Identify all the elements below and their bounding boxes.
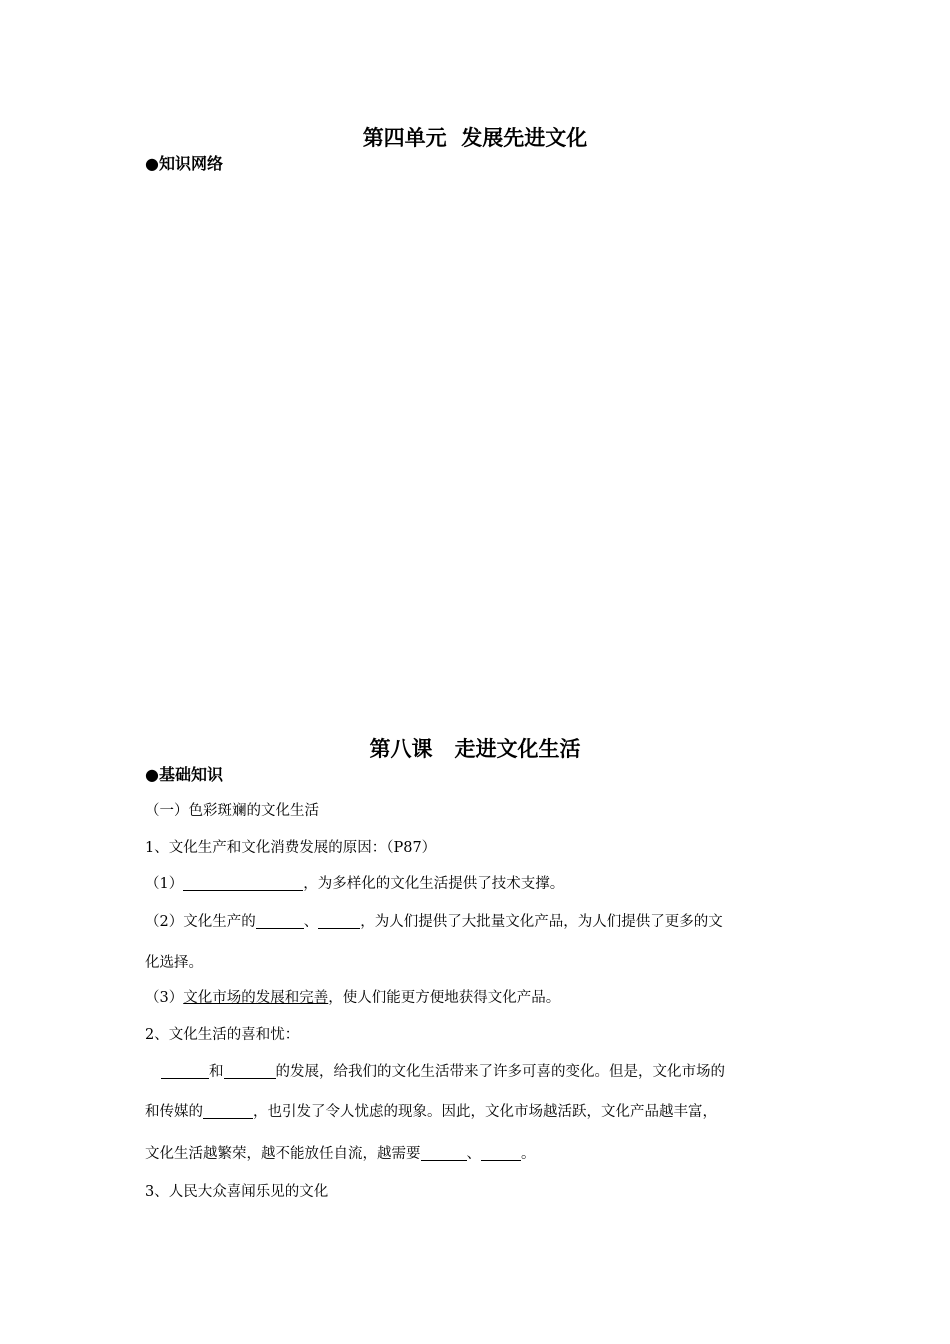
item-1-title: 1、文化生产和文化消费发展的原因：（P87） (145, 840, 437, 856)
sub-2-suffix: ，为人们提供了大批量文化产品，为人们提供了更多的文 (360, 914, 723, 930)
lesson-title: 第八课 走进文化生活 (369, 737, 581, 761)
item-1-sub-3 (145, 986, 810, 1007)
section-heading: （一）色彩斑斓的文化生活 (145, 803, 319, 819)
unit-title: 第四单元 发展先进文化 (362, 126, 588, 150)
sub-1-suffix: ，为多样化的文化生活提供了技术支撑。 (303, 876, 565, 892)
fill-blank[interactable] (318, 912, 360, 929)
p2-prefix: 和传媒的 (145, 1104, 203, 1120)
p2-suffix: ，也引发了令人忧虑的现象。因此，文化市场越活跃，文化产品越丰富， (253, 1104, 717, 1120)
fill-blank[interactable] (224, 1062, 276, 1079)
sub-1-prefix: （1） (145, 876, 184, 892)
p3-sep: 、 (466, 1146, 481, 1162)
fill-blank[interactable] (203, 1102, 253, 1119)
knowledge-network-area (145, 180, 810, 710)
sub-2-sep: 、 (303, 914, 319, 930)
item-2-title: 2、文化生活的喜和忧： (145, 1027, 300, 1043)
p1-suffix: 的发展，给我们的文化生活带来了许多可喜的变化。但是，文化市场的 (275, 1064, 725, 1080)
sub-3-underlined: 文化市场的发展和完善 (183, 990, 329, 1006)
item-2-para-3 (145, 1142, 810, 1163)
item-2-para-2 (145, 1100, 810, 1121)
knowledge-network-heading: ●知识网络 (145, 154, 223, 173)
p1-and: 和 (209, 1064, 224, 1080)
fill-blank[interactable] (256, 912, 304, 929)
fill-blank[interactable] (421, 1144, 467, 1161)
sub-3-suffix: ，使人们能更方便地获得文化产品。 (328, 990, 561, 1006)
sub-3-prefix: （3） (145, 990, 184, 1006)
item-3-title: 3、人民大众喜闻乐见的文化 (145, 1184, 329, 1200)
item-1-sub-2 (145, 910, 810, 931)
fill-blank[interactable] (481, 1144, 521, 1161)
p3-end: 。 (521, 1146, 536, 1162)
item-2-para-1 (161, 1060, 811, 1081)
fill-blank[interactable] (161, 1062, 209, 1079)
item-1-sub-2-cont: 化选择。 (145, 955, 203, 971)
basic-knowledge-heading: ●基础知识 (145, 765, 223, 784)
fill-blank[interactable] (183, 874, 303, 891)
p3-prefix: 文化生活越繁荣，越不能放任自流，越需要 (145, 1146, 421, 1162)
item-1-sub-1 (145, 872, 810, 893)
sub-2-prefix: （2）文化生产的 (145, 914, 256, 930)
